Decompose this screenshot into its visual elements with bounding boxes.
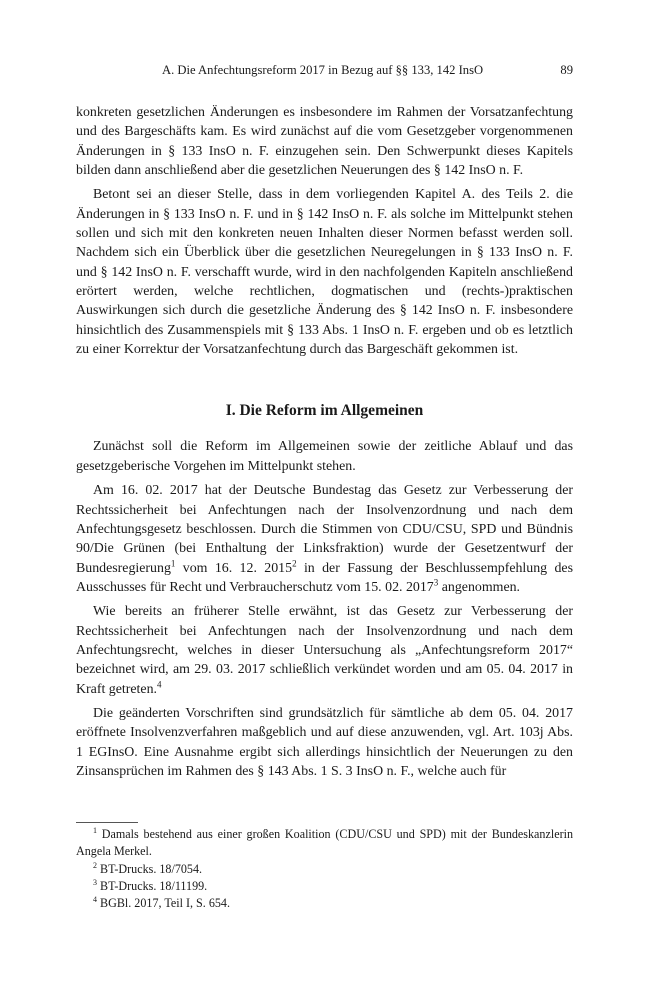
footnote-number: 2 — [93, 860, 97, 870]
footnote-3 — [76, 878, 573, 895]
section-heading: I. Die Reform im Allgemeinen — [225, 402, 424, 420]
footnote-ref-2[interactable]: 2 — [292, 557, 297, 568]
paragraph-4-text-b: vom 16. 12. 2015 — [175, 560, 293, 576]
footnote-number: 1 — [93, 825, 97, 835]
footnote-4 — [76, 895, 573, 912]
footnote-divider — [76, 822, 138, 823]
footnote-text: Damals bestehend aus einer großen Koalition (CDU/CSU und SPD) mit der Bundeskanzlerin Angela Merkel. — [76, 827, 573, 859]
body-text — [76, 103, 573, 781]
paragraph-1: konkreten gesetzlichen Änderungen es insbesondere im Rahmen der Vorsatzanfechtung und des Bargeschäfts kam. Es wird zunächst auf die vom Gesetzgeber vorgenommenen Änderungen in § 133 InsO n. F. einzugehen sein. Den Schwerpunkt dieses Kapitels bilden dann anschließend aber die gesetzlichen Neuerungen des § 142 InsO n. F. — [76, 105, 573, 179]
paragraph-2: Betont sei an dieser Stelle, dass in dem vorliegenden Kapitel A. des Teils 2. die Änderungen in § 133 InsO n. F. und in § 142 InsO n. F. als solche im Mittelpunkt stehen sollen und sich mit den konkreten neuen Inhalten dieser Normen befasst werden soll. Nachdem sich ein Überblick über die gesetzlichen Neuregelungen in § 133 InsO n. F. und § 142 InsO n. F. verschafft wurde, wird in den nachfolgenden Kapiteln anschließend erörtert werden, welche rechtlichen, dogmatischen und (rechts-)praktischen Auswirkungen sich durch die gesetzliche Änderung des § 142 InsO n. F. insbesondere hinsichtlich des Zusammenspiels mit § 133 Abs. 1 InsO n. F. ergeben und ob es letztlich zu einer Korrektur der Vorsatzanfechtung durch das Bargeschäft gekommen ist. — [76, 187, 573, 358]
running-header-title: A. Die Anfechtungsreform 2017 in Bezug auf §§ 133, 142 InsO — [162, 63, 484, 77]
footnote-ref-1[interactable]: 1 — [170, 557, 176, 568]
paragraph-5 — [76, 602, 573, 699]
footnote-text: BT-Drucks. 18/11199. — [97, 878, 208, 893]
paragraph-4-text-d: angenommen. — [438, 579, 521, 595]
footnote-ref-3[interactable]: 3 — [433, 577, 439, 588]
paragraph-4 — [76, 481, 573, 597]
footnote-ref-4[interactable]: 4 — [156, 678, 162, 689]
footnotes — [76, 826, 573, 912]
paragraph-4-text-c: in der Fassung der Beschlussempfehlung des Ausschusses für Recht und Verbraucherschutz vom 15. 02. 2017 — [76, 560, 574, 595]
paragraph-6: Die geänderten Vorschriften sind grundsätzlich für sämtliche ab dem 05. 04. 2017 eröffnete Insolvenzverfahren maßgeblich und auf diese anzuwenden, vgl. Art. 103j Abs. 1 EGInsO. Eine Ausnahme ergibt sich allerdings hinsichtlich der Neuerungen zu den Zinsansprüchen im Rahmen des § 143 Abs. 1 S. 3 InsO n. F., welche auch für — [76, 705, 573, 779]
footnote-number: 3 — [93, 877, 97, 887]
paragraph-5-text: Wie bereits an früherer Stelle erwähnt, ist das Gesetz zur Verbesserung der Rechtssicherheit bei Anfechtungen nach der Insolvenzordnung und nach dem Anfechtungsrecht, welches in dieser Untersuchung als „Anfechtungsreform 2017“ bezeichnet wird, am 29. 03. 2017 schließlich verkündet worden und am 05. 04. 2017 in Kraft getreten. — [76, 604, 573, 697]
footnote-number: 4 — [93, 895, 97, 905]
paragraph-3: Zunächst soll die Reform im Allgemeinen sowie der zeitliche Ablauf und das gesetzgeberische Vorgehen im Mittelpunkt stehen. — [76, 439, 573, 474]
footnote-text: BGBl. 2017, Teil I, S. 654. — [97, 896, 230, 911]
footnote-1 — [76, 826, 573, 861]
paragraph-4-text-a: Am 16. 02. 2017 hat der Deutsche Bundestag das Gesetz zur Verbesserung der Rechtssicherheit bei Anfechtungen nach der Insolvenzordnung und nach dem Anfechtungsgesetz beschlossen. Durch die Stimmen von CDU/CSU, SPD und Bündnis 90/Die Grünen (bei Enthaltung der Linksfraktion) wurde der Gesetzentwurf der Bundesregierung — [76, 483, 573, 576]
page-number: 89 — [560, 63, 573, 77]
footnote-2 — [76, 861, 573, 878]
footnote-text: BT-Drucks. 18/7054. — [97, 861, 203, 876]
